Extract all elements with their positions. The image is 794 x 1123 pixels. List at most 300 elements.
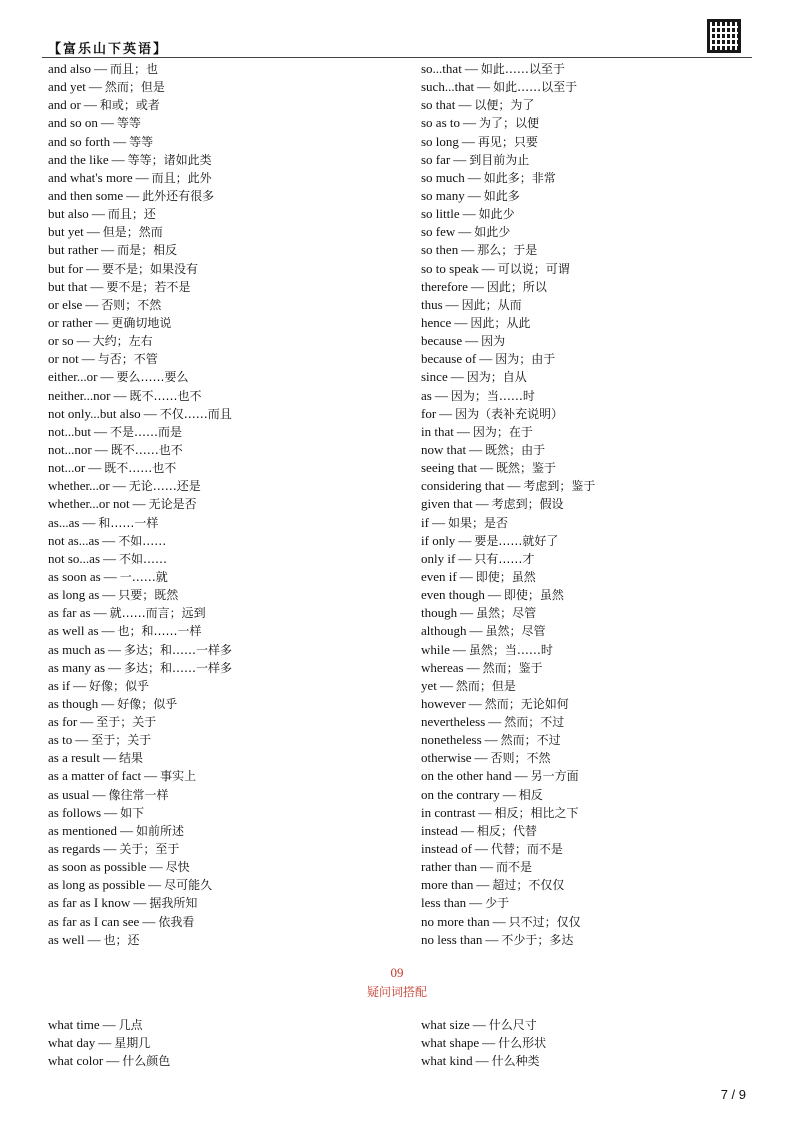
phrase-chinese: 因为 [481,334,506,349]
phrase-chinese: 至于；关于 [96,715,157,730]
phrase-english: so far [421,151,451,167]
phrase-english: otherwise [421,750,472,766]
phrase-english: as though [48,695,99,711]
phrase-entry [421,767,751,785]
phrase-separator: — [460,822,474,838]
phrase-separator: — [482,1035,496,1051]
phrase-separator: — [467,187,481,203]
phrase-english: as a matter of fact [48,768,142,784]
phrase-english: and so on [48,115,98,131]
phrase-separator: — [111,151,125,167]
header-divider [42,57,752,58]
phrase-separator: — [469,623,483,639]
phrase-chinese: 考虑到；鉴于 [523,479,596,494]
phrase-english: so that [421,97,456,113]
phrase-chinese: 虽然；当……时 [468,642,553,657]
phrase-english: on the contrary [421,786,500,802]
phrase-entry [48,96,398,114]
phrase-english: even though [421,587,485,603]
phrase-separator: — [456,423,470,439]
phrase-english: nonetheless [421,732,482,748]
phrase-chinese: 因为（表补充说明） [455,406,564,421]
phrase-english: since [421,369,448,385]
phrase-english: such...that [421,79,475,95]
phrase-separator: — [103,841,117,857]
phrase-entry [421,641,751,659]
phrase-separator: — [106,1053,120,1069]
phrase-entry [48,114,398,132]
phrase-separator: — [91,206,105,222]
phrase-entry [48,1016,398,1034]
phrase-entry [48,405,398,423]
phrase-chinese: 如此……以至于 [480,62,565,76]
phrase-english: even if [421,568,457,584]
phrase-entry [48,913,398,931]
phrase-english: but for [48,260,84,276]
phrase-entry [421,514,751,532]
phrase-english: but also [48,206,89,222]
phrase-separator: — [478,804,492,820]
phrase-chinese: 而是；相反 [117,243,178,258]
phrase-english: as soon as possible [48,859,147,875]
phrase-entry [48,60,398,78]
phrase-entry [48,677,398,695]
phrase-english: considering that [421,478,505,494]
phrase-separator: — [460,605,474,621]
phrase-separator: — [466,659,480,675]
phrase-chinese: 据我所知 [149,896,198,911]
phrase-chinese: 不如…… [118,533,167,548]
phrase-separator: — [90,278,104,294]
phrase-separator: — [108,641,122,657]
phrase-english: no less than [421,931,483,947]
phrase-chinese: 如前所述 [135,823,184,838]
phrase-english: whether...or [48,478,110,494]
phrase-separator: — [459,568,473,584]
phrase-separator: — [113,133,127,149]
phrase-english: as [421,387,432,403]
page-header-brand: 【富乐山下英语】 [48,41,169,56]
phrase-separator: — [469,441,483,457]
phrase-chinese: 一……就 [119,569,168,584]
phrase-separator: — [469,895,483,911]
phrase-chinese: 然而；不过 [500,733,561,748]
phrase-english: or so [48,333,74,349]
phrase-separator: — [514,768,528,784]
phrase-separator: — [507,478,521,494]
phrase-chinese: 而且；也 [109,62,158,76]
phrase-chinese: 只不过；仅仅 [508,914,581,929]
phrase-english: because of [421,351,477,367]
phrase-entry [421,296,751,314]
phrase-chinese: 无论是否 [148,497,197,512]
phrase-chinese: 如此多 [483,188,520,203]
phrase-chinese: 要是……就好了 [474,533,559,548]
phrase-english: or not [48,351,79,367]
phrase-english: no more than [421,913,490,929]
phrase-chinese: 星期几 [114,1036,151,1051]
phrase-entry [421,350,751,368]
phrase-separator: — [102,1017,116,1032]
phrase-entry [421,60,751,78]
phrase-entry [421,114,751,132]
phrase-chinese: 什么形状 [498,1036,547,1051]
phrase-entry [48,332,398,350]
phrase-entry [421,278,751,296]
phrase-chinese: 即使；虽然 [475,569,536,584]
phrase-english: so...that [421,61,462,76]
phrase-chinese: 虽然；尽管 [476,606,537,621]
phrase-separator: — [458,532,472,548]
phrase-entry [421,495,751,513]
phrase-entry [421,223,751,241]
phrase-separator: — [73,677,87,693]
phrase-entry [421,78,751,96]
phrase-entry [421,169,751,187]
phrase-entry [48,858,398,876]
phrase-separator: — [148,877,162,893]
phrase-english: only if [421,550,456,566]
phrase-separator: — [87,931,101,947]
phrase-separator: — [458,550,472,566]
phrase-entry [48,713,398,731]
phrase-separator: — [453,151,467,167]
phrase-english: as usual [48,786,90,802]
phrase-chinese: 既不……也不 [129,388,202,403]
phrase-english: and then some [48,187,124,203]
phrase-chinese: 好像；似乎 [117,696,178,711]
phrase-entry [48,840,398,858]
phrase-separator: — [93,423,107,439]
phrase-separator: — [463,115,476,131]
section-number: 09 [390,965,404,980]
phrase-chinese: 无论……还是 [128,479,201,494]
phrase-entry [421,133,751,151]
phrase-english: not...but [48,423,91,439]
phrase-chinese: 那么；于是 [477,243,538,258]
phrase-entry [421,695,751,713]
phrase-chinese: 如此多；非常 [483,170,556,185]
phrase-entry [421,804,751,822]
phrase-entry [48,151,398,169]
phrase-separator: — [101,623,115,639]
phrase-entry [421,731,751,749]
phrase-separator: — [458,97,472,113]
phrase-separator: — [142,913,156,929]
phrase-chinese: 如果；是否 [447,515,508,530]
phrase-chinese: 如下 [120,805,145,820]
phrase-english: given that [421,496,473,512]
phrase-separator: — [94,441,108,457]
phrase-entry [48,568,398,586]
phrase-english: whereas [421,659,464,675]
phrase-chinese: 只有……才 [474,551,535,566]
phrase-entry [421,677,751,695]
page-number: 7 / 9 [720,1087,746,1102]
phrase-chinese: 为了；以便 [479,116,540,131]
phrase-english: and the like [48,151,109,167]
phrase-english: because [421,333,463,349]
phrase-entry [48,205,398,223]
phrase-english: so few [421,224,456,240]
phrase-chinese: 相反；代替 [476,823,537,838]
phrase-separator: — [80,714,94,730]
phrase-separator: — [100,369,114,385]
phrase-english: as mentioned [48,822,117,838]
phrase-english: what color [48,1053,104,1069]
phrase-chinese: 也；还 [103,932,140,947]
phrase-separator: — [470,278,484,294]
phrase-chinese: 至于；关于 [91,733,152,748]
phrase-chinese: 不是……而是 [109,424,182,439]
phrase-english: however [421,695,466,711]
phrase-chinese: 因为；当……时 [450,388,535,403]
phrase-chinese: 因此；所以 [486,279,547,294]
phrase-separator: — [454,314,468,330]
phrase-separator: — [119,822,133,838]
phrase-english: as far as I know [48,895,131,911]
phrase-separator: — [86,260,100,276]
phrase-chinese: 尽可能久 [164,878,213,893]
phrase-entry [48,133,398,151]
phrase-separator: — [476,877,490,893]
phrase-entry [48,187,398,205]
phrase-separator: — [484,732,498,748]
phrase-english: and what's more [48,169,133,185]
phrase-chinese: 而且；此外 [151,170,212,185]
phrase-entry [48,368,398,386]
phrase-separator: — [100,115,114,131]
phrase-separator: — [95,314,109,330]
phrase-english: as a result [48,750,100,766]
phrase-chinese: 然而；但是 [455,678,516,693]
phrase-chinese: 结果 [118,751,143,766]
phrase-chinese: 不少于；多达 [501,932,574,947]
phrase-separator: — [461,133,475,149]
phrase-separator: — [479,859,493,875]
phrase-chinese: 与否；不管 [97,352,158,367]
phrase-separator: — [439,677,453,693]
phrase-entry [48,514,398,532]
phrase-entry [421,822,751,840]
phrase-english: as much as [48,641,106,657]
phrase-separator: — [439,405,453,421]
phrase-english: but that [48,278,88,294]
phrase-chinese: 如此……以至于 [493,80,578,95]
phrase-english: whether...or not [48,496,130,512]
phrase-chinese: 而不是 [495,860,532,875]
phrase-chinese: 因此；从而 [461,297,522,312]
phrase-english: if [421,514,429,530]
phrase-chinese: 因为；自从 [466,370,527,385]
phrase-entry [421,659,751,677]
phrase-chinese: 尽快 [165,860,190,875]
phrase-entry [48,786,398,804]
phrase-separator: — [133,895,147,911]
phrase-separator: — [475,496,489,512]
phrase-entry [48,78,398,96]
phrase-chinese: 然而；鉴于 [482,660,543,675]
phrase-english: or rather [48,314,93,330]
phrase-separator: — [93,605,107,621]
phrase-separator: — [101,242,115,258]
phrase-chinese: 代替；而不是 [490,842,563,857]
phrase-chinese: 超过；不仅仅 [492,878,565,893]
phrase-entry [421,405,751,423]
phrase-chinese: 如此少 [474,225,511,240]
phrase-chinese: 依我看 [158,914,195,929]
phrase-separator: — [126,187,140,203]
phrase-chinese: 和或；或者 [99,98,160,113]
phrase-separator: — [104,804,118,820]
phrase-english: thus [421,296,443,312]
phrase-separator: — [502,786,516,802]
phrase-entry [48,459,398,477]
phrase-chinese: 以便；为了 [474,98,535,113]
phrase-english: as well as [48,623,99,639]
phrase-separator: — [485,931,499,947]
qr-code-icon [707,19,741,53]
phrase-chinese: 要不是；若不是 [106,279,191,294]
phrase-chinese: 而且；还 [107,207,156,222]
phrase-english: as for [48,714,78,730]
phrase-english: so long [421,133,459,149]
phrase-english: therefore [421,278,468,294]
phrase-chinese: 因此；从此 [470,315,531,330]
section-left-column [48,1016,398,1070]
phrase-separator: — [88,79,102,95]
phrase-english: as far as I can see [48,913,140,929]
phrase-separator: — [450,369,464,385]
phrase-separator: — [102,750,116,766]
phrase-entry [421,894,751,912]
phrase-english: what shape [421,1035,480,1051]
phrase-english: for [421,405,437,421]
phrase-chinese: 然而；但是 [104,80,165,95]
phrase-entry [48,604,398,622]
phrase-entry [421,1034,751,1052]
phrase-separator: — [112,478,126,494]
phrase-entry [48,876,398,894]
phrase-english: more than [421,877,474,893]
phrase-entry [421,1052,751,1070]
phrase-separator: — [452,641,466,657]
phrase-english: on the other hand [421,768,512,784]
phrase-entry [421,260,751,278]
phrase-chinese: 否则；不然 [101,297,162,312]
phrase-separator: — [475,1053,489,1069]
phrase-separator: — [88,460,102,476]
phrase-english: what kind [421,1053,473,1069]
phrase-entry [421,96,751,114]
phrase-english: not so...as [48,550,100,566]
phrase-entry [421,1016,751,1034]
phrase-separator: — [86,224,100,240]
phrase-entry [48,731,398,749]
phrase-chinese: 什么颜色 [122,1054,171,1069]
phrase-chinese: 如此少 [478,207,515,222]
phrase-entry [48,767,398,785]
phrase-english: though [421,605,458,621]
phrase-entry [421,332,751,350]
phrase-chinese: 要不是；如果没有 [102,261,199,276]
phrase-separator: — [113,387,127,403]
phrase-english: as long as possible [48,877,146,893]
phrase-separator: — [103,550,116,566]
phrase-english: and yet [48,79,86,95]
phrase-separator: — [101,695,115,711]
phrase-entry [48,1052,398,1070]
phrase-chinese: 到目前为止 [469,152,530,167]
phrase-separator: — [465,333,479,349]
phrase-chinese: 等等；诸如此类 [127,152,212,167]
phrase-separator: — [135,169,149,185]
phrase-separator: — [76,333,90,349]
phrase-entry [421,187,751,205]
phrase-chinese: 不仅……而且 [159,406,232,421]
phrase-chinese: 既不……也不 [110,442,183,457]
phrase-english: as many as [48,659,106,675]
phrase-entry [48,822,398,840]
phrase-chinese: 既然；鉴于 [495,461,556,476]
phrase-entry [48,423,398,441]
phrase-separator: — [477,79,491,95]
phrase-separator: — [461,242,475,258]
phrase-entry [421,151,751,169]
phrase-chinese: 既不……也不 [104,461,177,476]
phrase-english: not...nor [48,441,92,457]
phrase-english: what time [48,1017,100,1032]
phrase-chinese: 大约；左右 [92,334,153,349]
section-title: 疑问词搭配 [366,985,427,999]
phrase-chinese: 等等 [129,134,154,149]
phrase-english: so then [421,242,459,258]
phrase-entry [48,169,398,187]
phrase-chinese: 要么……要么 [116,370,189,385]
phrase-chinese: 和……一样 [98,515,159,530]
phrase-entry [421,459,751,477]
phrase-chinese: 几点 [118,1018,143,1032]
phrase-separator: — [488,714,502,730]
phrase-chinese: 即使；虽然 [503,588,564,603]
phrase-english: not only...but also [48,405,141,421]
phrase-entry [421,241,751,259]
phrase-chinese: 多达；和……一样多 [124,642,233,657]
phrase-chinese: 更确切地说 [111,315,172,330]
phrase-chinese: 关于；至于 [119,842,180,857]
phrase-entry [48,532,398,550]
phrase-english: hence [421,314,452,330]
phrase-chinese: 考虑到；假设 [491,497,564,512]
phrase-chinese: 相反 [518,787,543,802]
phrase-entry [48,477,398,495]
phrase-chinese: 什么尺寸 [488,1018,537,1032]
phrase-chinese: 可以说；可谓 [497,261,570,276]
phrase-chinese: 否则；不然 [490,751,551,766]
phrase-separator: — [481,260,495,276]
phrase-chinese: 因为；在于 [472,424,533,439]
phrase-english: while [421,641,450,657]
phrase-entry [48,931,398,949]
phrase-entry [421,876,751,894]
phrase-separator: — [487,587,501,603]
phrase-separator: — [82,514,96,530]
phrase-entry [421,786,751,804]
phrase-entry [421,441,751,459]
phrase-chinese: 再见；只要 [477,134,538,149]
phrase-separator: — [479,351,493,367]
phrase-english: so to speak [421,260,479,276]
